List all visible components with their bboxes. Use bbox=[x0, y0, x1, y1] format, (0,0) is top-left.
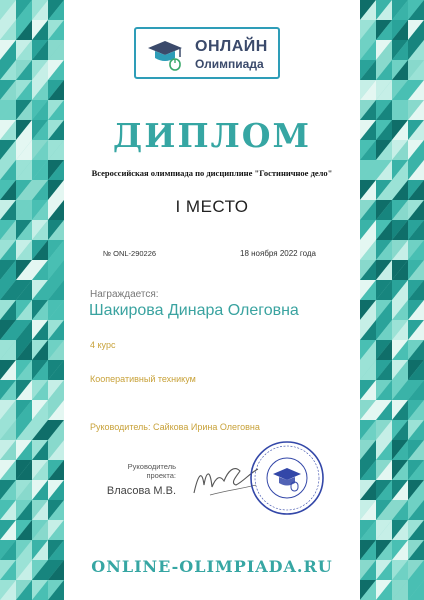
project-lead-label-line1: Руководитель bbox=[127, 462, 176, 471]
project-lead-label-line2: проекта: bbox=[146, 471, 176, 480]
project-lead-name: Власова М.В. bbox=[106, 485, 176, 497]
logo-line2: Олимпиада bbox=[195, 57, 264, 71]
online-olimpiada-logo bbox=[134, 27, 280, 79]
logo-line1: ОНЛАЙН bbox=[195, 38, 268, 55]
recipient-institution: Кооперативный техникум bbox=[90, 374, 196, 384]
recipient-course: 4 курс bbox=[90, 340, 116, 350]
diploma-number: № ONL-290226 bbox=[103, 249, 157, 258]
diploma-title: ДИПЛОМ bbox=[112, 116, 312, 155]
diploma-date: 18 ноября 2022 года bbox=[240, 249, 316, 258]
footer-website: ONLINE-OLIMPIADA.RU bbox=[91, 557, 333, 576]
recipient-name: Шакирова Динара Олеговна bbox=[89, 302, 299, 319]
place-text: I МЕСТО bbox=[175, 197, 249, 216]
awarded-label: Награждается: bbox=[90, 289, 159, 300]
olympiad-subtitle: Всероссийская олимпиада по дисциплине "Гостиничное дело" bbox=[91, 168, 333, 178]
supervisor-line: Руководитель: Сайкова Ирина Олеговна bbox=[90, 422, 260, 432]
round-stamp-icon bbox=[249, 440, 325, 516]
project-lead-label bbox=[100, 462, 176, 480]
graduation-cap-mouse-icon bbox=[146, 37, 186, 71]
